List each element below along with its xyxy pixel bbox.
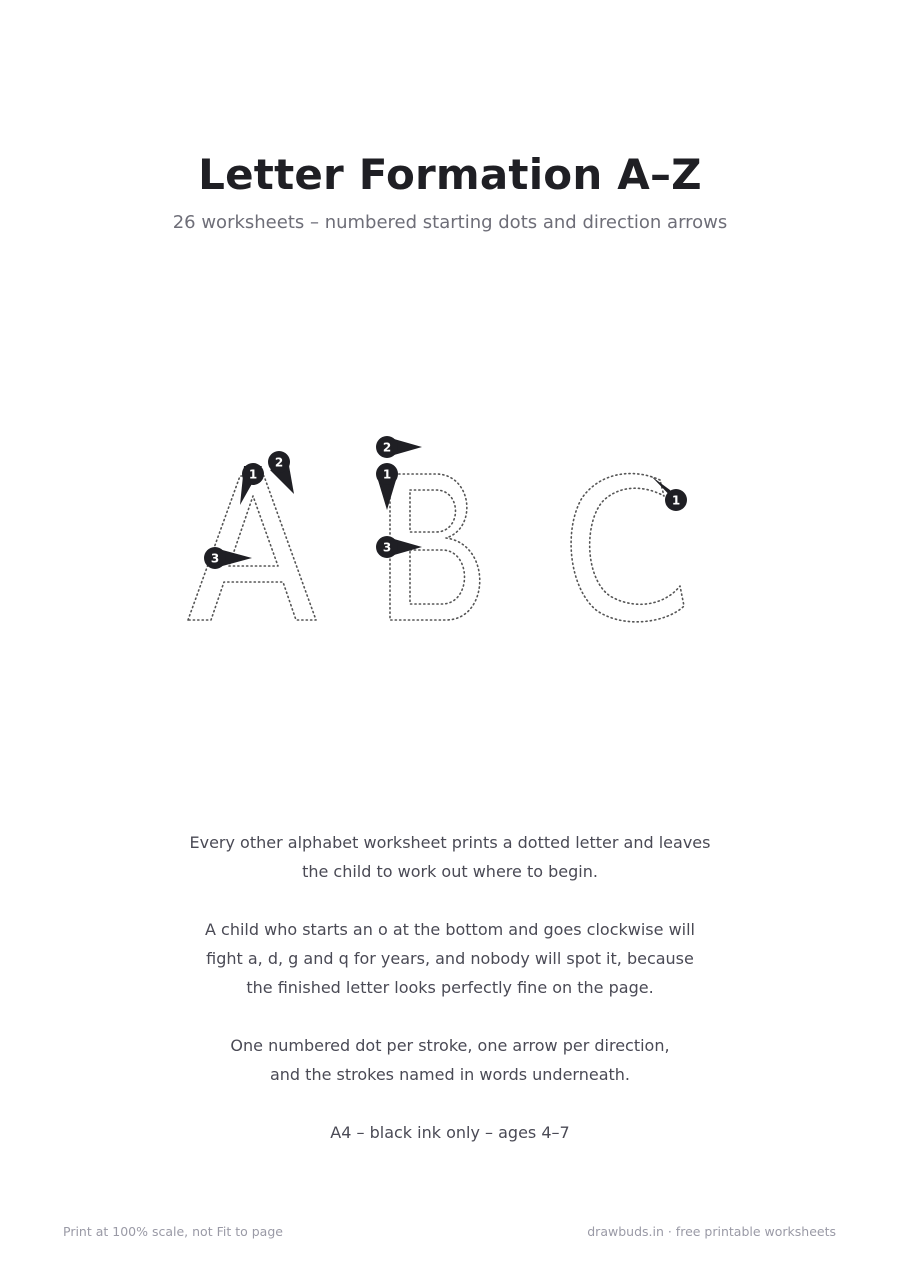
- letter-b-stroke-1-marker: [376, 463, 398, 510]
- page-subtitle: 26 worksheets – numbered starting dots and direction arrows: [172, 212, 728, 233]
- svg-text:1: 1: [382, 467, 392, 482]
- letter-b-stroke-2-marker: [376, 436, 422, 458]
- svg-text:3: 3: [382, 540, 392, 555]
- letter-a-stroke-3-marker: [204, 547, 252, 569]
- svg-text:3: 3: [210, 551, 220, 566]
- letter-examples-illustration: [0, 380, 900, 680]
- letter-examples: [0, 380, 900, 680]
- letter-c-stroke-1-marker: [651, 476, 687, 511]
- description: [150, 828, 750, 1147]
- print-instructions: Print at 100% scale, not Fit to page: [63, 1224, 283, 1239]
- svg-text:1: 1: [671, 493, 681, 508]
- site-credit: drawbuds.in · free printable worksheets: [587, 1224, 836, 1239]
- letter-a-outline: [188, 476, 316, 620]
- letter-a-stroke-1-marker: [240, 463, 264, 505]
- letter-a-stroke-2-marker: [268, 451, 294, 494]
- description-paragraph-1: Every other alphabet worksheet prints a dotted letter and leaves the child to work out where to begin.: [189, 833, 711, 881]
- svg-text:2: 2: [382, 440, 392, 455]
- worksheet-meta: A4 – black ink only – ages 4–7: [330, 1123, 570, 1142]
- svg-text:1: 1: [248, 467, 258, 482]
- page-title: Letter Formation A–Z: [198, 150, 702, 199]
- description-paragraph-3: One numbered dot per stroke, one arrow per direction, and the strokes named in words underneath.: [230, 1036, 670, 1084]
- svg-text:2: 2: [274, 455, 284, 470]
- letter-b-stroke-3-marker: [376, 536, 422, 558]
- description-paragraph-2: A child who starts an o at the bottom and goes clockwise will fight a, d, g and q for years, and nobody will spot it, because the finished letter looks perfectly fine on the page.: [205, 920, 695, 997]
